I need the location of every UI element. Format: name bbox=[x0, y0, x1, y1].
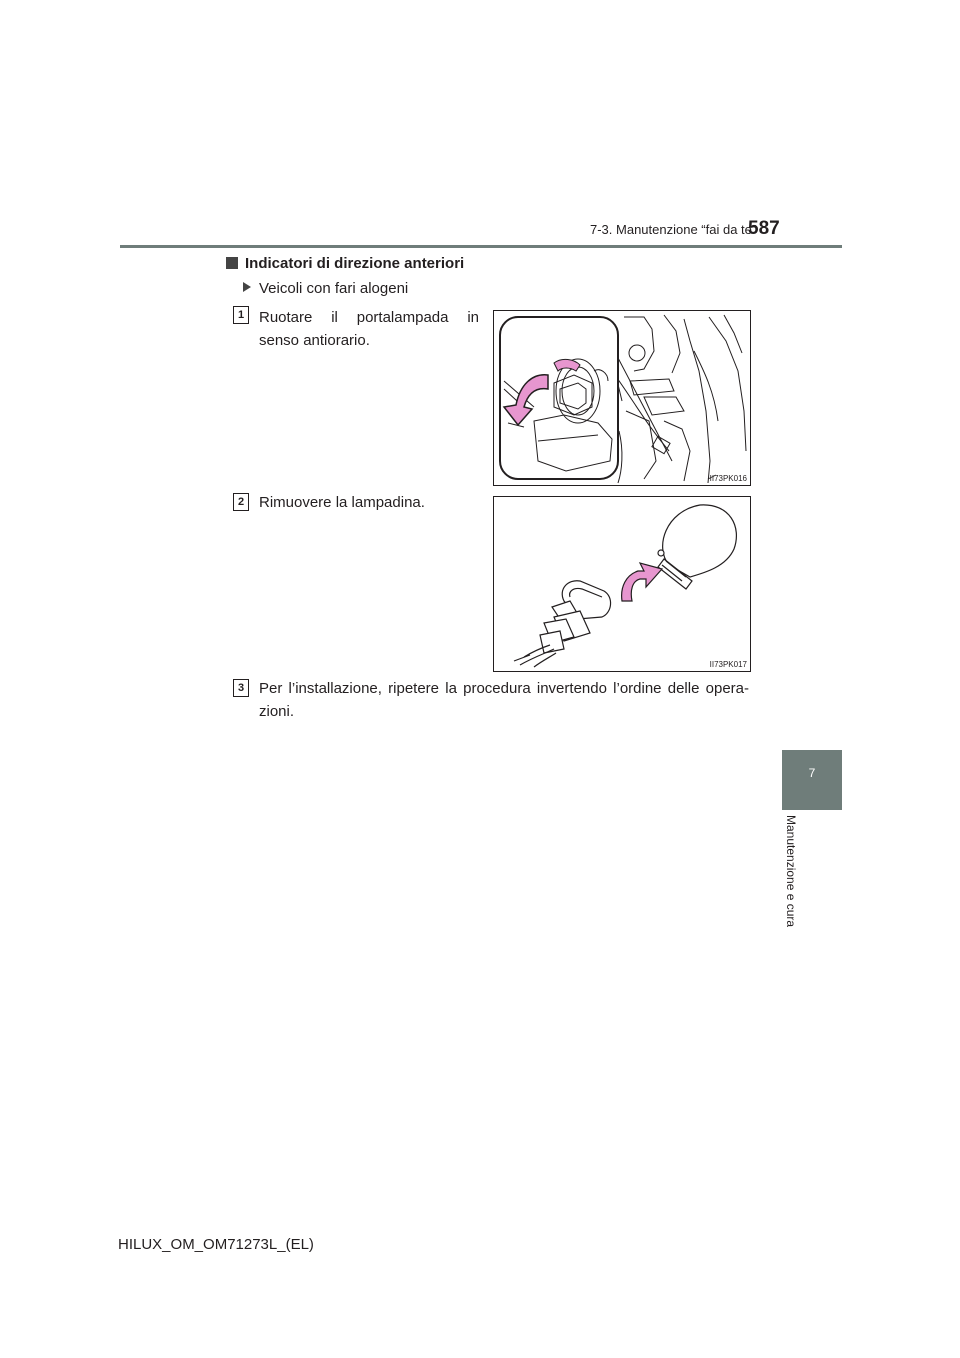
bulb-holder-illustration bbox=[494, 311, 750, 485]
chapter-number: 7 bbox=[808, 766, 816, 780]
section-heading bbox=[226, 255, 464, 272]
chapter-title bbox=[782, 815, 812, 975]
figure-code-1: II73PK016 bbox=[709, 474, 747, 483]
step-3-line-2: zioni. bbox=[259, 703, 295, 720]
step-1-line-1: Ruotare il portalampada in bbox=[259, 309, 479, 326]
step-1-line-2: senso antiorario. bbox=[259, 332, 370, 349]
remove-bulb-illustration bbox=[494, 497, 750, 671]
step-2-text: Rimuovere la lampadina. bbox=[259, 494, 425, 511]
section-heading-text: Indicatori di direzione anteriori bbox=[245, 255, 465, 272]
figure-code-2: II73PK017 bbox=[709, 660, 747, 669]
chapter-title-text: Manutenzione e cura bbox=[784, 815, 798, 928]
step-3-text bbox=[259, 677, 749, 723]
square-bullet-icon bbox=[226, 257, 238, 269]
header-rule bbox=[120, 245, 842, 248]
step-number-2: 2 bbox=[233, 493, 249, 511]
step-number-3: 3 bbox=[233, 679, 249, 697]
step-1-text bbox=[259, 306, 479, 352]
subheading-text: Veicoli con fari alogeni bbox=[259, 280, 409, 297]
subheading bbox=[243, 280, 408, 297]
step-3-line-1: Per l’installazione, ripetere la procedura invertendo l’ordine delle opera- bbox=[259, 680, 749, 697]
figure-bulb-holder-rotate bbox=[493, 310, 751, 486]
footer-doc-code: HILUX_OM_OM71273L_(EL) bbox=[118, 1236, 314, 1253]
page-number: 587 bbox=[748, 218, 780, 239]
figure-remove-bulb bbox=[493, 496, 751, 672]
section-label: 7-3. Manutenzione “fai da te” bbox=[590, 222, 757, 237]
triangle-bullet-icon bbox=[243, 282, 251, 292]
step-number-1: 1 bbox=[233, 306, 249, 324]
chapter-tab bbox=[782, 750, 842, 810]
